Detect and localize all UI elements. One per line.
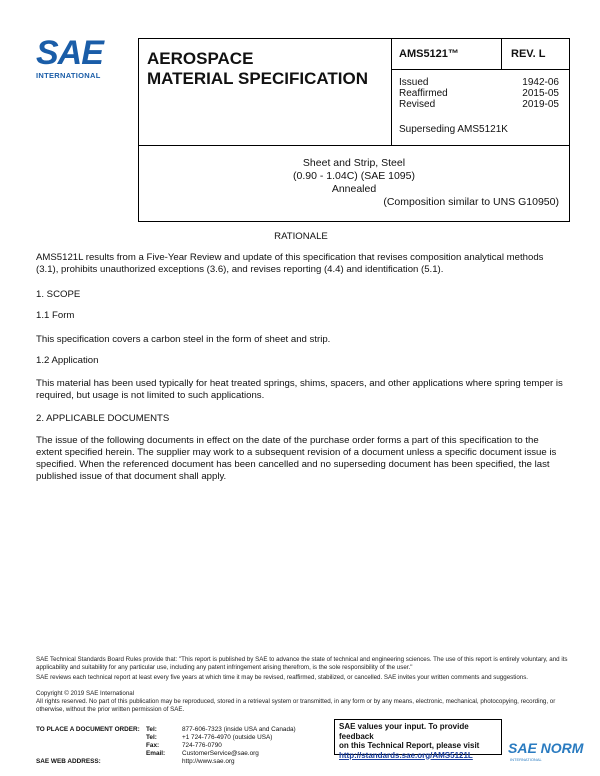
title-line3: Annealed [331, 183, 377, 195]
footer-rights: All rights reserved. No part of this publication may be reproduced, stored in a retrieval system or transmitted, in any form or by any means, electronic, mechanical, photocopying, recording, or otherwise, without the prior written permission of SAE. [36, 698, 556, 713]
email-link[interactable]: CustomerService@sae.org [182, 750, 259, 757]
divider [391, 39, 392, 145]
logo-mark: SAE [36, 34, 103, 72]
divider [501, 39, 502, 69]
section-1-heading: 1. SCOPE [36, 289, 81, 300]
phone-outside: +1 724-776-4970 (outside USA) [182, 734, 273, 741]
rationale-heading: RATIONALE [274, 231, 328, 242]
title-line4: (Composition similar to UNS G10950) [383, 196, 559, 208]
spec-title-line2: MATERIAL SPECIFICATION [147, 69, 368, 88]
title-block [138, 146, 570, 222]
spec-title [147, 49, 368, 89]
sae-logo [36, 36, 126, 80]
title-line1: Sheet and Strip, Steel [302, 157, 406, 169]
phone-inside: 877-606-7323 (inside USA and Canada) [182, 726, 296, 733]
section-2-heading: 2. APPLICABLE DOCUMENTS [36, 413, 170, 424]
fax-number: 724-776-0790 [182, 742, 222, 749]
revision: REV. L [511, 48, 546, 60]
title-line2: (0.90 - 1.04C) (SAE 1095) [293, 170, 415, 182]
date-row-reaffirmed: Reaffirmed 2015-05 [399, 88, 559, 99]
contact-info: TO PLACE A DOCUMENT ORDER: Tel: 877-606-7323 (inside USA and Canada) Tel: +1 724-776-4970 (outside USA) Fax: 724-776-0790 Email: CustomerService@sae.org SAE WEB ADDRESS: http://www.sae.org [36, 726, 296, 765]
section-1-2-text: This material has been used typically for heat treated springs, shims, spacers, and other applications where spring temper is required, but usage is not limited to such applications. [36, 378, 563, 401]
feedback-box: SAE values your input. To provide feedback on this Technical Report, please visit http://standards.sae.org/AMS5121L [334, 719, 502, 755]
section-1-2-heading: 1.2 Application [36, 355, 99, 366]
web-link[interactable]: http://www.sae.org [182, 758, 235, 765]
feedback-link[interactable]: http://standards.sae.org/AMS5121L [339, 750, 473, 760]
spec-title-line1: AEROSPACE [147, 49, 254, 68]
doc-number: AMS5121™ [399, 48, 459, 60]
watermark-sub: INTERNATIONAL [510, 757, 542, 762]
header-box [138, 38, 570, 146]
section-1-1-text: This specification covers a carbon steel in the form of sheet and strip. [36, 334, 331, 345]
watermark-logo: SAE NORM [508, 740, 584, 756]
divider [391, 69, 569, 70]
section-1-1-heading: 1.1 Form [36, 310, 75, 321]
logo-subtitle: INTERNATIONAL [36, 71, 101, 80]
section-2-text: The issue of the following documents in effect on the date of the purchase order forms a part of this specification to the extent specified herein. The supplier may work to a subsequent revision of a document unless a specific document issue is specified. When the referenced document has been cancelled and no superseding document has been specified, the last published issue of that document shall apply. [36, 435, 557, 482]
rationale-text: AMS5121L results from a Five-Year Review and update of this specification that revises composition analytical methods (3.1), prohibits unauthorized exceptions (3.6), and revises reporting (4.4) and identification (5.1). [36, 252, 544, 275]
date-row-revised: Revised 2019-05 [399, 99, 559, 110]
date-row-issued: Issued 1942-06 [399, 77, 559, 88]
date-table [399, 77, 559, 110]
footer-copyright: Copyright © 2019 SAE International [36, 690, 135, 697]
footer-rules: SAE Technical Standards Board Rules provide that: "This report is published by SAE to advance the state of technical and engineering sciences. The use of this report is entirely voluntary, and its applicability and suitability for any particular use, including any patent infringement arising therefrom, is the sole responsibility of the user." [36, 656, 568, 671]
superseding: Superseding AMS5121K [399, 124, 508, 135]
footer-review: SAE reviews each technical report at least every five years at which time it may be revised, reaffirmed, stabilized, or cancelled. SAE invites your written comments and suggestions. [36, 674, 529, 681]
